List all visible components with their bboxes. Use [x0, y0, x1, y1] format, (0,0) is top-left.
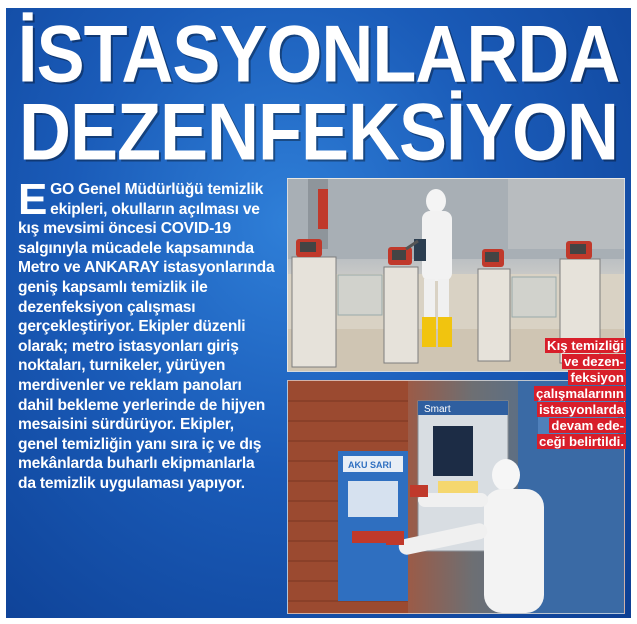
- caption-line-5: istasyonlarda: [538, 402, 624, 417]
- article-text: GO Genel Müdürlüğü temizlik ekipleri, okulların açılması ve kış mevsimi öncesi COVID-19 salgınıyla mücadele kapsamında Metro ve ANKARAY istasyonlarında geniş kapsamlı temizlik ile dezenfeksiyon çalışması gerçekleştiriyor. Ekipler düzenli olarak; metro istasyonları giriş noktaları, turnikeler, yürüyen merdivenler ve reklam panoları dahil bekleme yerlerinde de hijyen mesaisini sürdürüyor. Ekipler, genel temizliğin yanı sıra iç ve dış mekânlarda buharlı ekipmanlarla da temizlik uygulaması yapıyor.: [18, 181, 275, 492]
- photo-caption: [526, 338, 626, 450]
- caption-line-6: devam ede-: [551, 418, 624, 433]
- headline-line-1: İSTASYONLARDA: [17, 9, 620, 100]
- headline: [6, 9, 631, 178]
- caption-line-3: feksiyon: [570, 370, 624, 385]
- caption-line-7: ceği belirtildi.: [538, 434, 624, 449]
- article-panel: [6, 8, 631, 618]
- kiosk-label: AKU SARI: [348, 460, 392, 470]
- machine-label: Smart: [424, 404, 451, 415]
- caption-line-4: çalışmalarının: [536, 386, 624, 401]
- headline-line-2: DEZENFEKSİYON: [18, 87, 619, 178]
- article-body: [18, 175, 276, 494]
- drop-cap: E: [18, 175, 48, 224]
- caption-line-2: ve dezen-: [563, 354, 624, 369]
- caption-line-1: Kış temizliği: [547, 338, 624, 353]
